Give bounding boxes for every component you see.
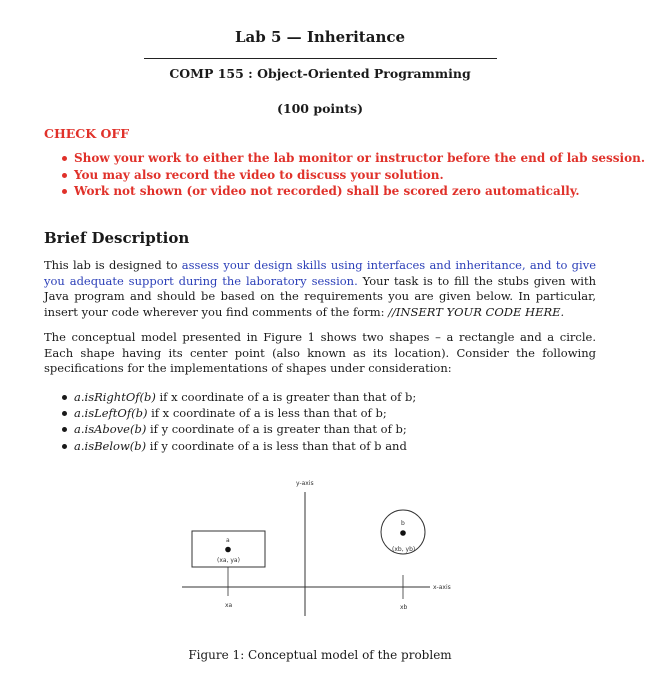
- spec-item: [44, 438, 416, 454]
- points-total: (100 points): [277, 101, 363, 116]
- spec-text: if x coordinate of a is greater than that of b;: [155, 390, 417, 404]
- brief-description-heading: Brief Description: [44, 229, 190, 247]
- p1-code-comment: //INSERT YOUR CODE HERE.: [388, 305, 565, 320]
- shape-b-coord: (xb, yb): [392, 546, 416, 553]
- checkoff-item: You may also record the video to discuss your solution.: [44, 167, 645, 184]
- spec-list: [44, 389, 416, 454]
- title-rule: [144, 58, 497, 59]
- spec-item: [44, 389, 416, 405]
- tick-label-b: xb: [400, 604, 408, 611]
- shape-b-label: b: [401, 520, 405, 527]
- conceptual-model-figure: [180, 476, 470, 616]
- spec-text: if x coordinate of a is less than that of b;: [147, 406, 387, 421]
- checkoff-list: [44, 150, 645, 200]
- shape-a-label: a: [226, 537, 230, 544]
- spec-item: [44, 405, 416, 421]
- x-axis-label: x-axis: [433, 584, 451, 591]
- figure-caption: Figure 1: Conceptual model of the problem: [188, 648, 452, 662]
- spec-item: [44, 421, 416, 437]
- spec-call: a.isBelow(b): [74, 438, 147, 453]
- checkoff-heading: CHECK OFF: [44, 126, 130, 141]
- lab-title: Lab 5 — Inheritance: [234, 28, 406, 46]
- checkoff-item: Show your work to either the lab monitor or instructor before the end of lab session.: [44, 150, 645, 167]
- tick-label-a: xa: [225, 602, 233, 609]
- brief-paragraph-1: [44, 258, 596, 321]
- p1-highlight-link[interactable]: assess your design skills using interfaces and inheritance, and to give you adequate support during the laboratory session.: [44, 258, 596, 288]
- shape-a-coord: (xa, ya): [217, 557, 240, 564]
- shape-b-center-point: [400, 530, 406, 536]
- y-axis-label: y-axis: [296, 480, 314, 487]
- course-name: COMP 155 : Object-Oriented Programming: [169, 66, 471, 81]
- brief-paragraph-2: The conceptual model presented in Figure 1 shows two shapes – a rectangle and a circle. Each shape having its center point (also known as its location). Consider the following specifications for the implementations of shapes under consideration:: [44, 330, 596, 376]
- shape-a-center-point: [225, 547, 231, 553]
- spec-text: if y coordinate of a is less than that of b and: [146, 438, 407, 453]
- p1-text-a: This lab is designed to: [44, 258, 182, 272]
- p1-text-b: Your task is to fill the stubs given with Java program and should be based on the requirements you are given below. In particular, insert your code wherever you find comments of the form:: [44, 273, 596, 320]
- spec-call: a.isRightOf(b): [74, 390, 156, 404]
- spec-text: if y coordinate of a is greater than that of b;: [146, 422, 407, 437]
- spec-call: a.isLeftOf(b): [74, 406, 148, 421]
- checkoff-item: Work not shown (or video not recorded) shall be scored zero automatically.: [44, 183, 645, 200]
- spec-call: a.isAbove(b): [74, 422, 147, 437]
